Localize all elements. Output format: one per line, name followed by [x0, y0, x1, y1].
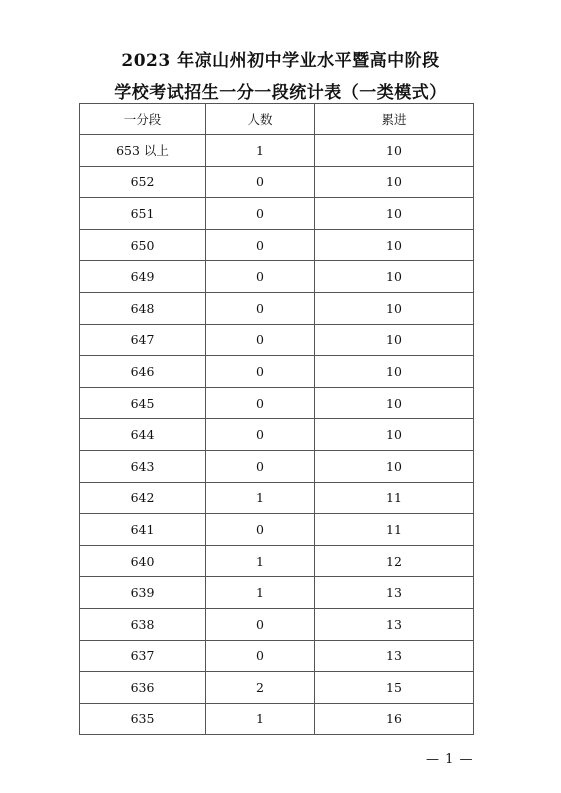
cell-cumulative: 15	[315, 672, 474, 704]
cell-cumulative: 11	[315, 514, 474, 546]
cell-score-band: 648	[80, 292, 206, 324]
cell-count: 1	[206, 545, 315, 577]
table-row	[80, 166, 474, 198]
cell-cumulative: 13	[315, 640, 474, 672]
cell-cumulative: 16	[315, 703, 474, 735]
cell-count: 0	[206, 608, 315, 640]
cell-cumulative: 10	[315, 198, 474, 230]
cell-count: 0	[206, 419, 315, 451]
table-row	[80, 135, 474, 167]
cell-cumulative: 10	[315, 292, 474, 324]
cell-count: 2	[206, 672, 315, 704]
cell-score-band: 641	[80, 514, 206, 546]
table-row	[80, 577, 474, 609]
cell-score-band: 640	[80, 545, 206, 577]
cell-score-band: 635	[80, 703, 206, 735]
cell-count: 0	[206, 198, 315, 230]
cell-score-band: 653 以上	[80, 135, 206, 167]
cell-score-band: 637	[80, 640, 206, 672]
page-number: — 1 —	[426, 752, 474, 767]
cell-count: 0	[206, 514, 315, 546]
cell-score-band: 645	[80, 387, 206, 419]
table-row	[80, 387, 474, 419]
cell-cumulative: 10	[315, 324, 474, 356]
table-row	[80, 229, 474, 261]
cell-count: 0	[206, 324, 315, 356]
cell-count: 0	[206, 387, 315, 419]
cell-cumulative: 10	[315, 450, 474, 482]
cell-cumulative: 13	[315, 608, 474, 640]
table-row	[80, 640, 474, 672]
cell-cumulative: 10	[315, 166, 474, 198]
cell-cumulative: 10	[315, 356, 474, 388]
cell-cumulative: 10	[315, 229, 474, 261]
table-row	[80, 608, 474, 640]
cell-count: 0	[206, 356, 315, 388]
header-count: 人数	[206, 104, 315, 135]
cell-score-band: 652	[80, 166, 206, 198]
cell-score-band: 636	[80, 672, 206, 704]
cell-cumulative: 11	[315, 482, 474, 514]
cell-count: 1	[206, 135, 315, 167]
document-title-line-1: 2023 年凉山州初中学业水平暨高中阶段	[121, 51, 440, 71]
cell-cumulative: 10	[315, 135, 474, 167]
table-row	[80, 292, 474, 324]
cell-score-band: 646	[80, 356, 206, 388]
table-row	[80, 419, 474, 451]
table-row	[80, 261, 474, 293]
table-header-row	[80, 104, 474, 135]
cell-score-band: 644	[80, 419, 206, 451]
table-row	[80, 545, 474, 577]
cell-cumulative: 13	[315, 577, 474, 609]
cell-score-band: 650	[80, 229, 206, 261]
table-row	[80, 198, 474, 230]
table-row	[80, 356, 474, 388]
cell-count: 0	[206, 261, 315, 293]
cell-count: 0	[206, 292, 315, 324]
cell-score-band: 639	[80, 577, 206, 609]
cell-count: 0	[206, 450, 315, 482]
cell-score-band: 643	[80, 450, 206, 482]
cell-score-band: 638	[80, 608, 206, 640]
table-row	[80, 450, 474, 482]
cell-count: 0	[206, 229, 315, 261]
cell-score-band: 642	[80, 482, 206, 514]
cell-count: 1	[206, 482, 315, 514]
cell-cumulative: 10	[315, 419, 474, 451]
cell-cumulative: 10	[315, 261, 474, 293]
cell-score-band: 647	[80, 324, 206, 356]
cell-count: 1	[206, 577, 315, 609]
table-row	[80, 672, 474, 704]
cell-cumulative: 10	[315, 387, 474, 419]
cell-score-band: 651	[80, 198, 206, 230]
cell-count: 0	[206, 166, 315, 198]
cell-count: 1	[206, 703, 315, 735]
header-cumulative: 累进	[315, 104, 474, 135]
cell-cumulative: 12	[315, 545, 474, 577]
document-title-line-2: 学校考试招生一分一段统计表（一类模式）	[114, 83, 447, 103]
table-row	[80, 324, 474, 356]
header-score-band: 一分段	[80, 104, 206, 135]
cell-score-band: 649	[80, 261, 206, 293]
table-row	[80, 703, 474, 735]
cell-count: 0	[206, 640, 315, 672]
table-row	[80, 514, 474, 546]
score-distribution-table	[79, 103, 474, 735]
table-row	[80, 482, 474, 514]
